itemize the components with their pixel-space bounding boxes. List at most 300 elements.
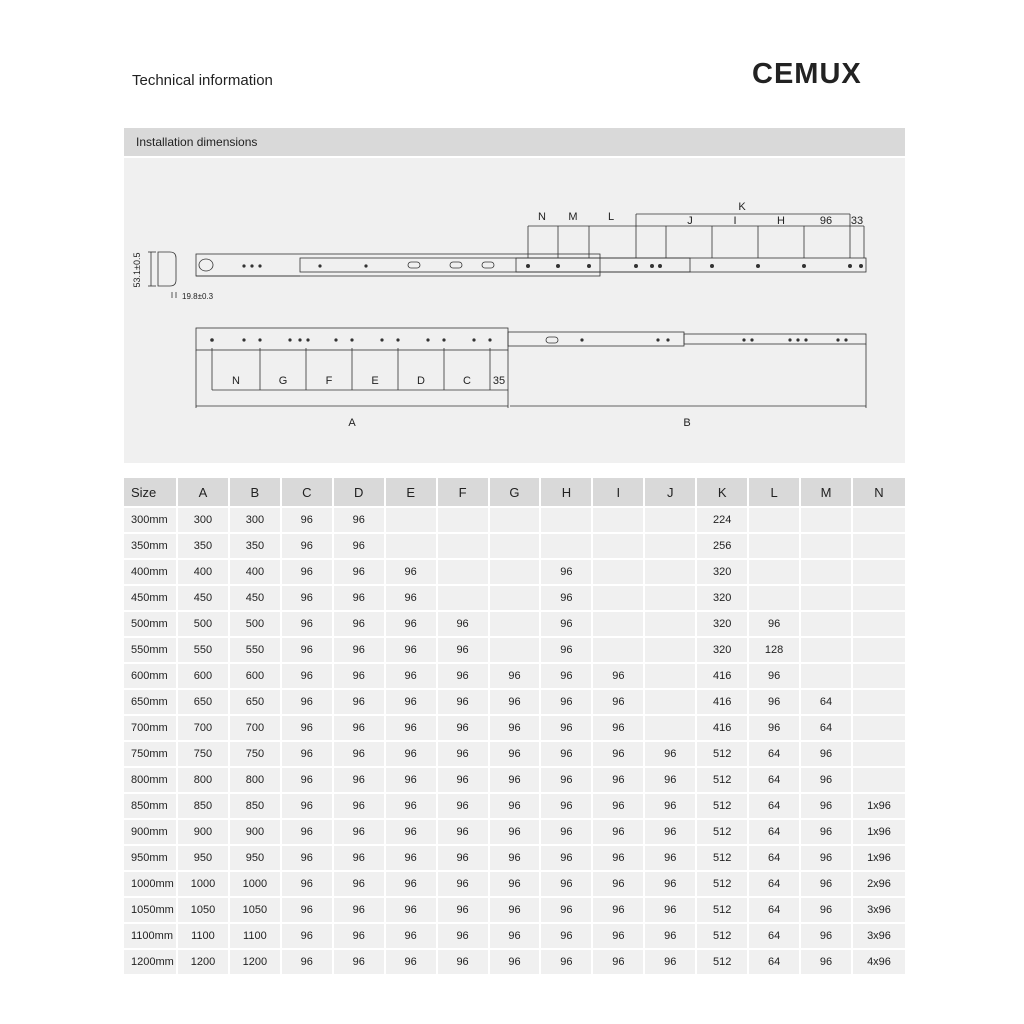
table-cell: 96	[541, 740, 593, 766]
table-cell: 96	[282, 870, 334, 896]
table-cell: 256	[697, 532, 749, 558]
table-cell: 96	[801, 922, 853, 948]
table-row	[124, 506, 905, 532]
table-cell: 64	[749, 818, 801, 844]
size-cell: 300mm	[124, 506, 178, 532]
column-header: H	[541, 478, 593, 506]
table-cell: 96	[334, 792, 386, 818]
table-cell: 800	[178, 766, 230, 792]
table-cell: 96	[334, 558, 386, 584]
table-cell	[853, 532, 905, 558]
table-cell: 128	[749, 636, 801, 662]
table-cell: 1x96	[853, 792, 905, 818]
table-cell: 96	[645, 948, 697, 974]
table-cell: 1000	[178, 870, 230, 896]
table-cell	[593, 506, 645, 532]
table-row	[124, 532, 905, 558]
table-cell	[853, 714, 905, 740]
table-cell: 96	[334, 584, 386, 610]
table-cell: 96	[490, 766, 542, 792]
size-cell: 650mm	[124, 688, 178, 714]
rail-inner-top	[516, 258, 866, 272]
table-cell	[645, 714, 697, 740]
table-cell: 224	[697, 506, 749, 532]
table-cell: 96	[438, 948, 490, 974]
table-cell	[645, 506, 697, 532]
dim-label-K: K	[738, 201, 746, 213]
table-cell: 512	[697, 948, 749, 974]
table-cell: 96	[386, 948, 438, 974]
table-cell	[645, 688, 697, 714]
table-cell: 512	[697, 922, 749, 948]
table-cell: 416	[697, 714, 749, 740]
table-cell	[593, 636, 645, 662]
table-cell: 4x96	[853, 948, 905, 974]
table-cell: 512	[697, 740, 749, 766]
table-cell	[541, 506, 593, 532]
table-row	[124, 636, 905, 662]
table-cell: 96	[282, 766, 334, 792]
table-cell: 450	[178, 584, 230, 610]
dim-label-D: D	[417, 375, 425, 387]
height-dim-label: 53.1±0.5	[132, 252, 142, 288]
table-cell: 96	[438, 610, 490, 636]
table-cell: 96	[386, 584, 438, 610]
table-cell: 96	[282, 506, 334, 532]
rail-outer-top	[196, 254, 600, 276]
table-cell	[490, 558, 542, 584]
table-cell	[645, 662, 697, 688]
table-cell: 96	[334, 636, 386, 662]
table-cell: 950	[178, 844, 230, 870]
table-cell: 950	[230, 844, 282, 870]
table-cell: 96	[490, 844, 542, 870]
table-row	[124, 558, 905, 584]
size-cell: 400mm	[124, 558, 178, 584]
table-cell: 96	[386, 896, 438, 922]
table-cell: 96	[386, 610, 438, 636]
table-cell: 700	[178, 714, 230, 740]
table-row	[124, 896, 905, 922]
table-cell: 96	[541, 922, 593, 948]
profile-section	[158, 252, 176, 286]
dim-label-C: C	[463, 375, 471, 387]
table-cell	[853, 688, 905, 714]
table-cell: 800	[230, 766, 282, 792]
table-cell	[853, 584, 905, 610]
table-cell	[438, 532, 490, 558]
table-cell: 96	[645, 792, 697, 818]
table-cell: 96	[282, 714, 334, 740]
table-cell: 96	[541, 558, 593, 584]
table-cell: 96	[438, 714, 490, 740]
table-cell	[645, 636, 697, 662]
table-cell: 96	[490, 714, 542, 740]
table-cell: 96	[645, 818, 697, 844]
table-cell: 512	[697, 818, 749, 844]
column-header: K	[697, 478, 749, 506]
dim-label-H-top: H	[777, 215, 785, 227]
table-cell: 96	[593, 922, 645, 948]
table-cell: 96	[593, 740, 645, 766]
table-cell: 512	[697, 870, 749, 896]
table-cell	[593, 610, 645, 636]
table-cell: 96	[490, 818, 542, 844]
column-header: L	[749, 478, 801, 506]
table-cell: 96	[334, 870, 386, 896]
table-row	[124, 948, 905, 974]
dim-label-N-bottom: N	[232, 375, 240, 387]
table-cell	[490, 506, 542, 532]
table-cell: 96	[334, 896, 386, 922]
table-cell: 96	[593, 662, 645, 688]
dim-label-M: M	[568, 211, 578, 223]
table-cell: 96	[386, 558, 438, 584]
table-cell: 96	[490, 870, 542, 896]
table-row	[124, 688, 905, 714]
table-cell: 500	[230, 610, 282, 636]
size-cell: 950mm	[124, 844, 178, 870]
table-cell: 96	[593, 688, 645, 714]
table-cell: 96	[490, 922, 542, 948]
table-cell	[490, 584, 542, 610]
table-cell: 96	[541, 948, 593, 974]
table-cell: 96	[438, 870, 490, 896]
table-cell: 3x96	[853, 922, 905, 948]
table-body	[124, 506, 905, 974]
table-row	[124, 792, 905, 818]
table-cell: 96	[801, 740, 853, 766]
table-cell: 1050	[178, 896, 230, 922]
table-cell	[801, 558, 853, 584]
table-cell: 96	[801, 844, 853, 870]
table-cell	[853, 662, 905, 688]
table-cell	[593, 532, 645, 558]
table-cell	[593, 558, 645, 584]
table-cell: 1050	[230, 896, 282, 922]
table-cell: 96	[334, 740, 386, 766]
table-cell: 96	[801, 792, 853, 818]
table-cell	[645, 610, 697, 636]
table-cell: 96	[490, 688, 542, 714]
table-cell: 96	[282, 584, 334, 610]
table-cell: 96	[490, 896, 542, 922]
table-cell: 96	[282, 532, 334, 558]
table-cell: 96	[386, 714, 438, 740]
table-cell: 96	[801, 766, 853, 792]
table-cell: 650	[230, 688, 282, 714]
table-cell: 1x96	[853, 818, 905, 844]
table-cell	[438, 584, 490, 610]
table-cell: 96	[645, 740, 697, 766]
table-cell: 300	[230, 506, 282, 532]
table-cell: 96	[541, 610, 593, 636]
table-cell: 64	[749, 870, 801, 896]
table-cell	[853, 766, 905, 792]
column-header: G	[490, 478, 542, 506]
table-cell: 96	[801, 818, 853, 844]
table-cell: 96	[282, 844, 334, 870]
table-cell	[749, 506, 801, 532]
table-cell: 1x96	[853, 844, 905, 870]
table-cell: 64	[749, 922, 801, 948]
table-cell: 96	[438, 896, 490, 922]
table-cell: 1200	[178, 948, 230, 974]
table-cell: 96	[438, 662, 490, 688]
table-cell: 1100	[178, 922, 230, 948]
table-cell: 96	[334, 688, 386, 714]
table-cell	[749, 558, 801, 584]
table-cell: 96	[334, 506, 386, 532]
table-cell: 96	[282, 818, 334, 844]
table-cell: 96	[645, 766, 697, 792]
table-cell: 96	[645, 844, 697, 870]
dim-label-L: L	[607, 211, 615, 223]
table-row	[124, 844, 905, 870]
table-cell	[593, 584, 645, 610]
table-cell	[853, 558, 905, 584]
table-cell: 96	[334, 948, 386, 974]
table-header-row	[124, 478, 905, 506]
table-cell: 600	[178, 662, 230, 688]
size-cell: 1000mm	[124, 870, 178, 896]
table-cell: 96	[645, 896, 697, 922]
table-cell: 1100	[230, 922, 282, 948]
table-cell: 96	[438, 792, 490, 818]
table-cell	[853, 740, 905, 766]
table-row	[124, 662, 905, 688]
table-cell: 96	[438, 740, 490, 766]
table-cell: 900	[230, 818, 282, 844]
table-cell: 96	[334, 922, 386, 948]
table-cell: 64	[749, 844, 801, 870]
table-cell: 512	[697, 896, 749, 922]
table-cell: 96	[490, 662, 542, 688]
table-cell: 750	[230, 740, 282, 766]
size-cell: 500mm	[124, 610, 178, 636]
table-cell: 416	[697, 688, 749, 714]
table-cell: 64	[749, 740, 801, 766]
table-cell: 900	[178, 818, 230, 844]
table-cell: 64	[801, 688, 853, 714]
table-cell	[801, 636, 853, 662]
table-cell: 96	[386, 636, 438, 662]
table-cell: 96	[645, 922, 697, 948]
table-cell: 400	[230, 558, 282, 584]
table-cell: 96	[438, 688, 490, 714]
table-cell: 850	[230, 792, 282, 818]
table-cell: 96	[438, 818, 490, 844]
section-header	[124, 128, 905, 156]
size-cell: 450mm	[124, 584, 178, 610]
table-cell	[853, 636, 905, 662]
table-cell: 450	[230, 584, 282, 610]
table-cell: 96	[282, 922, 334, 948]
table-cell: 350	[230, 532, 282, 558]
column-header: E	[386, 478, 438, 506]
table-cell: 96	[282, 636, 334, 662]
table-row	[124, 610, 905, 636]
dim-label-N-top: N	[538, 211, 546, 223]
table-row	[124, 584, 905, 610]
dim-label-33: 33	[850, 215, 864, 227]
table-cell: 320	[697, 558, 749, 584]
table-cell: 64	[801, 714, 853, 740]
table-cell: 96	[386, 688, 438, 714]
slide-drawing	[124, 158, 905, 463]
table-cell: 96	[801, 896, 853, 922]
table-row	[124, 714, 905, 740]
table-cell: 1200	[230, 948, 282, 974]
table-cell: 400	[178, 558, 230, 584]
table-cell: 64	[749, 948, 801, 974]
table-cell: 96	[282, 896, 334, 922]
table-cell: 350	[178, 532, 230, 558]
column-header: F	[438, 478, 490, 506]
table-cell: 416	[697, 662, 749, 688]
table-cell: 96	[386, 792, 438, 818]
table-cell: 3x96	[853, 896, 905, 922]
table-cell: 2x96	[853, 870, 905, 896]
table-cell: 96	[541, 766, 593, 792]
table-cell: 96	[541, 792, 593, 818]
table-cell: 750	[178, 740, 230, 766]
table-cell: 96	[386, 662, 438, 688]
table-cell: 96	[282, 792, 334, 818]
dim-label-96: 96	[819, 215, 833, 227]
table-cell: 96	[386, 818, 438, 844]
column-header: N	[853, 478, 905, 506]
table-cell: 96	[334, 714, 386, 740]
table-cell: 96	[282, 740, 334, 766]
table-cell: 320	[697, 636, 749, 662]
table-cell	[801, 584, 853, 610]
dim-label-I: I	[733, 215, 737, 227]
size-cell: 1100mm	[124, 922, 178, 948]
dim-label-A: A	[348, 417, 356, 429]
column-header: M	[801, 478, 853, 506]
table-cell: 512	[697, 792, 749, 818]
table-cell: 96	[386, 766, 438, 792]
table-cell: 96	[282, 662, 334, 688]
table-cell: 320	[697, 610, 749, 636]
table-cell	[801, 532, 853, 558]
table-cell	[645, 558, 697, 584]
table-cell: 96	[541, 714, 593, 740]
column-header: D	[334, 478, 386, 506]
table-cell: 96	[438, 636, 490, 662]
table-cell: 96	[386, 922, 438, 948]
table-cell: 96	[749, 714, 801, 740]
table-row	[124, 922, 905, 948]
table-cell: 96	[801, 948, 853, 974]
section-title: Installation dimensions	[136, 135, 258, 149]
table-cell: 96	[282, 948, 334, 974]
table-cell: 700	[230, 714, 282, 740]
table-cell: 96	[282, 558, 334, 584]
table-cell: 96	[541, 688, 593, 714]
table-cell: 96	[749, 610, 801, 636]
table-cell: 96	[541, 870, 593, 896]
table-cell: 64	[749, 896, 801, 922]
table-cell: 300	[178, 506, 230, 532]
dim-label-B: B	[683, 417, 691, 429]
dimensions-table	[124, 478, 905, 974]
size-cell: 900mm	[124, 818, 178, 844]
table-cell: 96	[541, 844, 593, 870]
size-cell: 850mm	[124, 792, 178, 818]
table-cell	[490, 610, 542, 636]
size-cell: 800mm	[124, 766, 178, 792]
column-header: I	[593, 478, 645, 506]
table-cell: 512	[697, 844, 749, 870]
size-cell: 350mm	[124, 532, 178, 558]
table-cell	[853, 610, 905, 636]
table-cell: 96	[593, 948, 645, 974]
table-cell	[645, 584, 697, 610]
table-cell: 500	[178, 610, 230, 636]
table-cell: 96	[334, 532, 386, 558]
table-cell: 96	[593, 792, 645, 818]
size-cell: 700mm	[124, 714, 178, 740]
table-cell: 96	[593, 844, 645, 870]
dim-label-F: F	[325, 375, 333, 387]
width-dim-label: 19.8±0.3	[182, 292, 214, 301]
column-header: J	[645, 478, 697, 506]
table-cell: 96	[593, 870, 645, 896]
table-cell: 96	[490, 792, 542, 818]
installation-diagram	[124, 158, 905, 463]
table-cell: 850	[178, 792, 230, 818]
table-cell	[438, 506, 490, 532]
table-cell: 96	[645, 870, 697, 896]
table-cell: 96	[541, 896, 593, 922]
table-cell: 320	[697, 584, 749, 610]
table-cell	[801, 662, 853, 688]
table-row	[124, 870, 905, 896]
table-cell: 512	[697, 766, 749, 792]
column-header: A	[178, 478, 230, 506]
table-cell: 600	[230, 662, 282, 688]
table-cell	[749, 532, 801, 558]
table-cell: 96	[593, 766, 645, 792]
table-cell	[490, 532, 542, 558]
table-cell: 96	[490, 948, 542, 974]
table-cell: 1000	[230, 870, 282, 896]
table-row	[124, 766, 905, 792]
table-cell: 96	[541, 818, 593, 844]
table-cell: 96	[438, 922, 490, 948]
table-cell: 96	[386, 844, 438, 870]
table-cell: 64	[749, 766, 801, 792]
size-cell: 1200mm	[124, 948, 178, 974]
page-title: Technical information	[132, 72, 273, 89]
table-cell: 96	[749, 688, 801, 714]
table-cell	[801, 506, 853, 532]
table-cell	[386, 506, 438, 532]
table-cell: 96	[438, 766, 490, 792]
table-cell: 96	[593, 714, 645, 740]
table-cell	[853, 506, 905, 532]
table-cell: 96	[334, 818, 386, 844]
size-cell: 1050mm	[124, 896, 178, 922]
brand-logo: CEMUX	[752, 58, 862, 90]
table-cell: 96	[541, 584, 593, 610]
size-cell: 600mm	[124, 662, 178, 688]
table-cell: 96	[334, 662, 386, 688]
dim-label-J: J	[687, 215, 693, 227]
dim-label-35: 35	[492, 375, 506, 387]
